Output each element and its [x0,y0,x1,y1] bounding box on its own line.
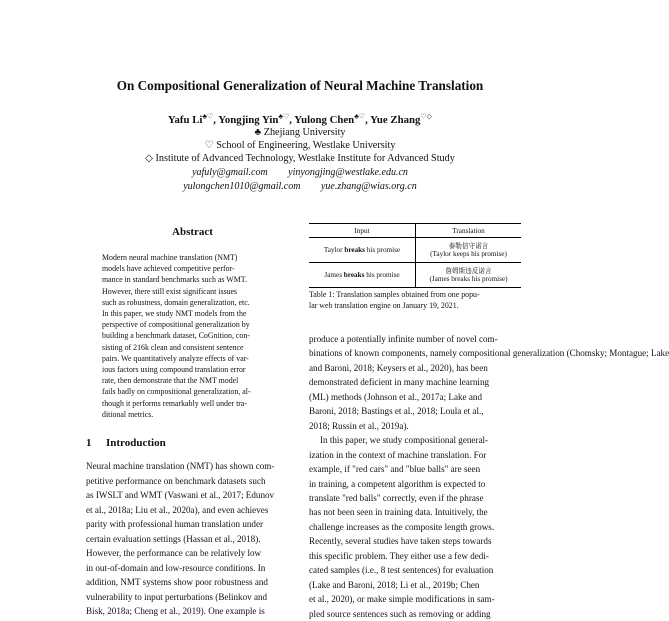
affiliation: ♡ School of Engineering, Westlake University [204,140,396,151]
chinese-translation: 詹姆斯违反诺言 [445,267,492,275]
author-name: Yongjing Yin [218,114,279,126]
text-line: In this paper, we study compositional general- [320,435,489,446]
author-name: Yulong Chen [294,114,355,126]
text-line: et al., 2018a; Liu et al., 2020a), and even achieves [86,504,269,515]
text-line: vulnerability to input perturbations (Belinkov and [86,591,268,602]
text-line: building a benchmark dataset, CoGnition, con- [102,331,250,341]
text-line: example, if "red cars" and "blue balls" are seen [309,464,481,475]
text-line: addition, NMT systems show poor robustness and [86,577,268,587]
text-line: cated samples (i.e., 8 test sentences) for evaluation [309,565,494,576]
table-translation-cell [416,238,522,263]
text-line: (ML) methods (Johnson et al., 2017a; Lake and [309,391,482,402]
table-header-cell: Translation [416,224,522,238]
chinese-translation: 泰勒信守诺言 [448,242,489,250]
section-number: 1 [86,437,92,449]
text-line: mance in standard benchmarks such as WMT. [102,275,247,285]
email-address: yinyongjing@westlake.edu.cn [288,167,408,178]
text-line: this specific problem. They either use a few dedi- [309,550,489,561]
text-line: as IWSLT and WMT (Vaswani et al., 2017; Edunov [86,490,275,500]
author-marks: ♡◇ [420,112,433,121]
author-list: Yafu Li♣♡, Yongjing Yin♣♡, Yulong Chen♣♡, Yue Zhang♡◇ [167,112,433,126]
author-marks: ♣♡ [354,112,366,121]
table-input-cell: Taylor breaks his promise [309,238,416,263]
text-line: demonstrated deficient in many machine learning [309,377,490,388]
affiliation: ♣ Zhejiang University [254,127,346,138]
text-line: such as robustness, domain generalization, etc. [102,297,250,307]
text-line: lar web translation engine on January 19, 2021. [309,301,459,310]
table-row [309,263,521,288]
author-name: Yafu Li [167,114,203,126]
text-line: However, the performance can be relatively low [86,548,262,558]
text-line: in training, a competent algorithm is expected to [309,478,486,489]
email-address: yue.zhang@wias.org.cn [320,181,417,192]
text-line: (Lake and Baroni, 2018; Li et al., 2019b; Chen [309,579,480,590]
text-line: pled source sentences such as removing or adding [309,608,491,619]
text-line: models have achieved competitive perfor- [102,264,235,274]
table-header-cell: Input [309,224,416,238]
text-line: ditional metrics. [102,409,154,419]
text-line: and Baroni, 2018; Keysers et al., 2020), has been [309,362,488,373]
section-title: Introduction [106,437,166,449]
text-line: produce a potentially infinite number of novel com- [309,334,498,344]
email-address: yulongchen1010@gmail.com [183,181,301,192]
text-line: Modern neural machine translation (NMT) [102,253,238,262]
text-line: petitive performance on benchmark datasets such [86,475,266,486]
text-line: ious factors using compound translation error [102,365,246,375]
email-row [0,167,600,178]
translation-table [309,223,521,288]
text-line: in out-of-domain and low-resource conditions. In [86,562,266,573]
text-line: fails badly on compositional generalization, al- [102,387,251,397]
text-line: translate "red balls" correctly, even if the phrase [309,492,484,503]
text-line: pairs. We quantitatively analyze effects of var- [102,353,249,363]
abstract-body [102,252,283,420]
text-line: rate, then demonstrate that the NMT model [102,376,239,386]
section-heading [86,437,166,449]
table-header-row [309,224,521,238]
author-marks: ♣♡ [278,112,290,121]
text-line: parity with professional human translation under [86,519,264,529]
text-line: has not been seen in training data. Intuitively, the [309,507,488,518]
translation-gloss: (Taylor keeps his promise) [430,250,507,258]
text-line: challenge increases as the composite length grows. [309,521,495,532]
table-translation-cell [416,263,522,288]
table-row [309,238,521,263]
text-line: perspective of compositional generalization by [102,320,250,330]
text-line: Recently, several studies have taken steps towards [309,536,492,547]
author-name: Yue Zhang [370,114,421,126]
text-line: Neural machine translation (NMT) has shown com- [86,461,275,471]
text-line: ization in the context of machine translation. For [309,449,487,460]
text-line: Bisk, 2018a; Cheng et al., 2019). One example is [86,606,265,616]
author-marks: ♣♡ [202,112,214,121]
text-line: though it performs remarkably well under tra- [102,398,248,408]
intro-right-column [309,332,669,621]
translation-gloss: (James breaks his promise) [429,275,508,283]
text-line: Baroni, 2018; Bastings et al., 2018; Loula et al., [309,406,484,417]
text-line: binations of known components, namely compositional generalization (Chomsky; Montague; Lake [309,348,669,359]
paper-title: On Compositional Generalization of Neural Machine Translation [116,78,484,93]
text-line: 2018; Russin et al., 2019a). [309,420,409,431]
email-row [0,181,600,192]
abstract-heading: Abstract [172,226,213,238]
affiliation: ◇ Institute of Advanced Technology, Westlake Institute for Advanced Study [145,153,455,164]
text-line: Table 1: Translation samples obtained from one popu- [309,290,480,299]
text-line: In this paper, we study NMT models from the [102,309,247,319]
text-line: However, there still exist significant issues [102,286,238,296]
intro-left-column [86,459,299,619]
table-caption [309,289,522,311]
table-input-cell: James breaks his promise [309,263,416,288]
email-address: yafuly@gmail.com [192,167,268,178]
text-line: sisting of 216k clean and consistent sentence [102,342,244,352]
text-line: et al., 2020), or make simple modifications in sam- [309,594,495,605]
text-line: certain evaluation settings (Hassan et al., 2018). [86,533,261,544]
